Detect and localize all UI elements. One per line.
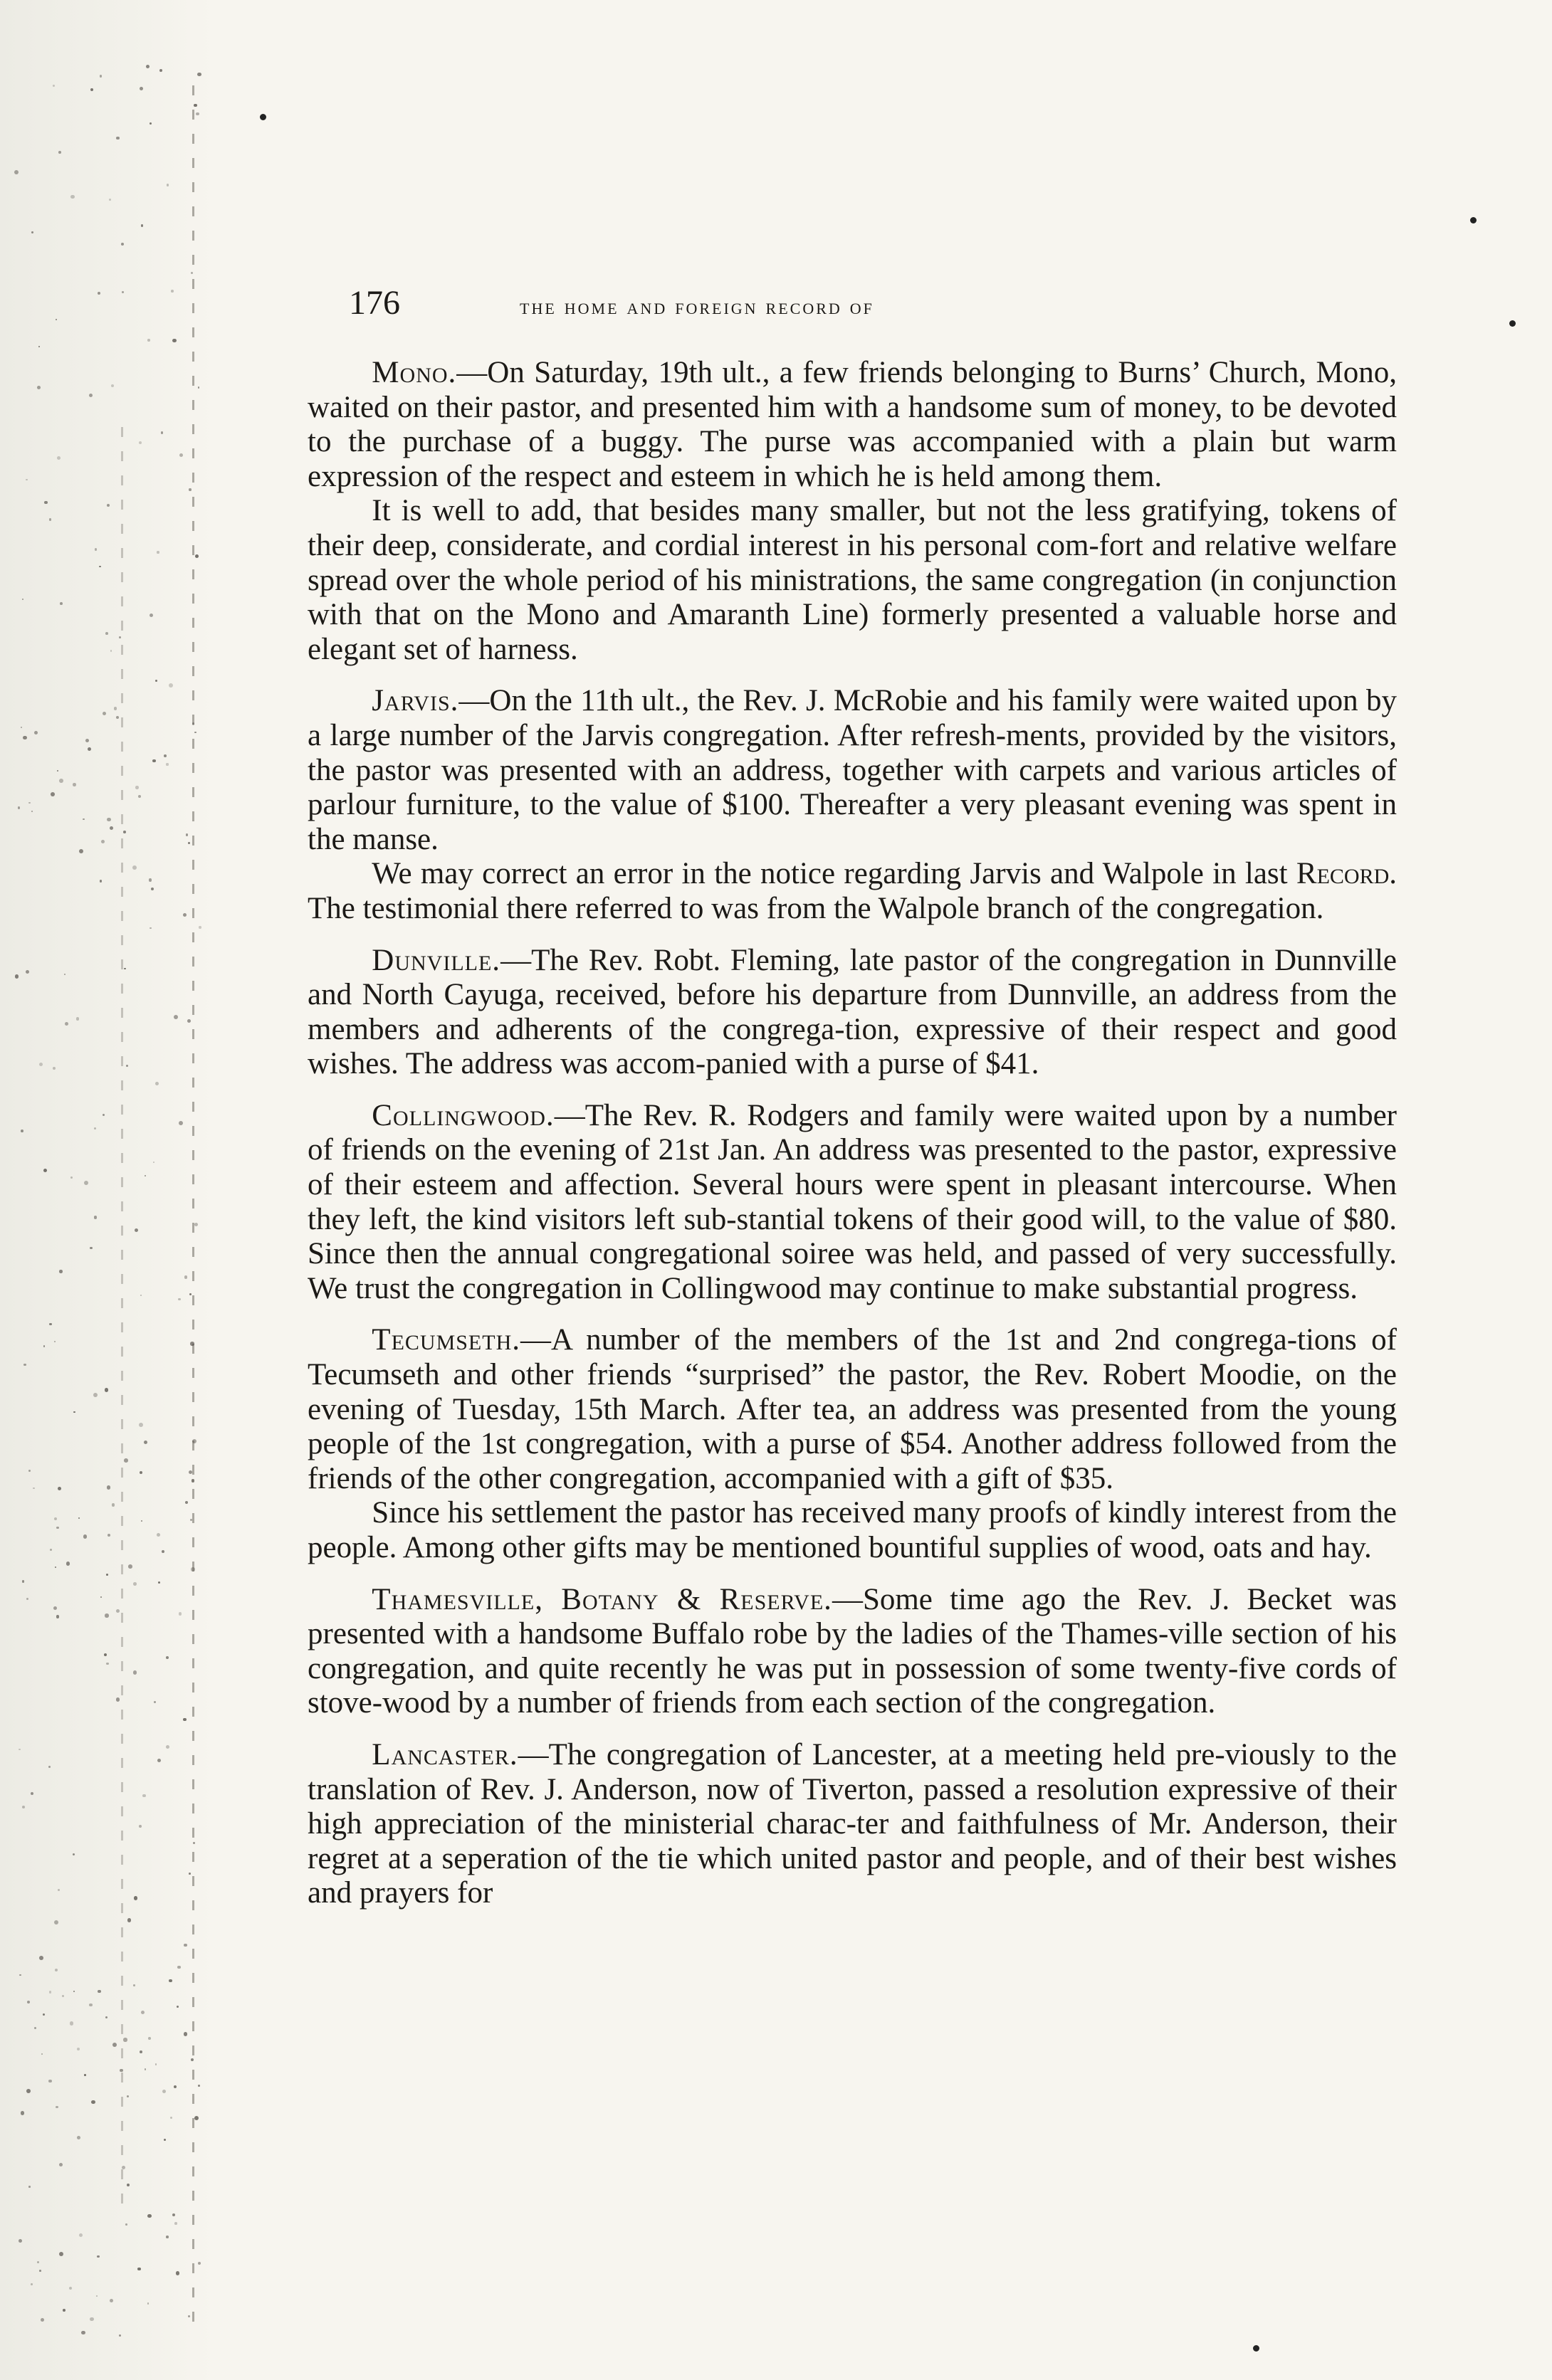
running-head-title: the home and foreign record of [520,293,874,319]
speckle [153,1162,154,1163]
paragraph-mono [308,356,1397,494]
speckle [179,1612,182,1616]
section-lead-thamesville: Thamesville, Botany & Reserve. [372,1582,832,1616]
paragraph-tecumseth [308,1323,1397,1496]
speckle [19,1974,21,1976]
speckle [58,1889,60,1891]
speckle [177,2006,179,2008]
speckle [194,2116,199,2120]
speckle [23,736,27,740]
speckle [164,754,167,757]
speckle [28,2186,30,2187]
speckle [192,1479,195,1483]
speckle [53,85,54,86]
running-head [349,283,1168,326]
speckle [94,1216,97,1218]
speckle [116,716,119,719]
speckle [100,1596,102,1598]
speckle [37,2261,39,2263]
speckle [166,2236,169,2238]
speckle [112,1503,115,1507]
speckle [73,1853,75,1855]
speckle [186,833,189,836]
section-lead-lancaster: Lancaster. [372,1737,518,1771]
paragraph-dunville [308,944,1397,1082]
speckle [137,2268,140,2270]
speckle [90,2317,94,2322]
speckle [120,2069,122,2072]
speckle [196,112,199,115]
paragraph-text: Since his settlement the pastor has received many proofs of kindly interest from the people. Among other gifts may be mentioned bountiful supplies of wood, oats and hay. [308,1496,1397,1564]
speckle [183,913,187,917]
speckle [152,759,155,762]
speckle [39,2270,41,2272]
speckle [157,551,159,553]
speckle [81,2331,85,2335]
speckle [191,1567,194,1571]
paragraph-text: It is well to add, that besides many smaller, but not the less gratifying, tokens of their deep, considerate, and cordial interest in his personal com-fort and relative welfare spread over the whole period of his ministrations, the same congregation (in conjunction with that on the Mono and Amaranth Line) formerly presented a valuable horse and elegant set of harness. [308,494,1397,666]
speckle [166,1745,169,1749]
speckle [76,1017,79,1020]
article-body [308,356,1397,1911]
speckle [56,2106,58,2108]
paragraph-jarvis [308,684,1397,857]
speckle [84,2074,86,2076]
record-reference: Record [1296,857,1390,891]
section-lead-mono: Mono. [372,356,457,389]
speckle [192,722,194,725]
speckle [124,1458,128,1463]
paragraph-text: —The Rev. R. Rodgers and family were waited upon by a number of friends on the evening of 21st Jan. An address was presented to the pastor, expressive of their esteem and affection. Several hours were spent in pleasant intercourse. When they left, the kind visitors left sub-stantial tokens of their good will, to the value of $80. Since then the annual congregational soiree was held, and passed of very successfully. We trust the congregation in Collingwood may continue to make substantial progress. [308,1098,1397,1305]
paragraph-text: —Some time ago the Rev. J. Becket was presented with a handsome Buffalo robe by the ladies of the Thames-ville section of his congregation, and quite recently he was put in possession of some twenty-five cords of stove-wood by a number of friends from each section of the congregation. [308,1582,1397,1720]
speckle [198,386,199,388]
speckle [110,826,113,830]
ink-spot [1253,2345,1259,2352]
speckle [157,1759,161,1762]
speckle [194,104,197,107]
speckle [135,1228,138,1232]
speckle [14,170,19,174]
speckle [73,1991,75,1992]
speckle [95,548,98,551]
speckle [116,137,120,140]
speckle [97,2255,99,2258]
speckle [77,2136,80,2139]
speckle [190,1342,194,1345]
speckle [105,2016,108,2018]
speckle [123,831,126,833]
section-lead-tecumseth: Tecumseth. [372,1323,520,1357]
speckle [73,783,76,786]
speckle [119,636,121,638]
speckle [44,501,47,504]
speckle [139,1825,142,1828]
paragraph-collingwood [308,1099,1397,1307]
speckle [127,1918,131,1922]
speckle [59,2252,63,2256]
speckle [96,2295,98,2297]
paragraph-thamesville [308,1583,1397,1721]
paragraph-text: —A number of the members of the 1st and 2nd congrega-tions of Tecumseth and other friends “surprised” the pastor, the Rev. Robert Moodie, on the evening of Tuesday, 15th March. After tea, an address was presented from the young people of the 1st congregation, with a purse of $54. Another address followed from the friends of the other congregation, accompanied with a gift of $35. [308,1323,1397,1495]
ink-spot [1509,320,1516,327]
speckle [195,554,199,558]
speckle [158,1581,160,1584]
speckle [31,231,33,233]
speckle [66,1562,70,1566]
speckle [149,878,152,881]
speckle [33,1488,35,1490]
speckle [134,1896,138,1900]
speckle [176,2271,180,2275]
paragraph-lancaster [308,1738,1397,1911]
speckle [101,840,105,843]
speckle [199,926,201,928]
paragraph-jarvis-correction [308,857,1397,926]
paragraph-text: —On the 11th ult., the Rev. J. McRobie and his family were waited upon by a large number of the Jarvis congregation. After refresh-ments, provided by the visitors, the pastor was presented with an address, together with carpets and various articles of parlour furniture, to the value of $100. Thereafter a very pleasant evening was spent in the manse. [308,684,1397,856]
speckle [31,2283,33,2285]
speckle [147,2302,149,2304]
paragraph-text: We may correct an error in the notice regarding Jarvis and Walpole in last [372,857,1296,891]
speckle [133,1984,135,1986]
paragraph-text: —The congregation of Lancester, at a meeting held pre-viously to the translation of Rev. J. Anderson, now of Tiverton, passed a resolution expressive of their high appreciation of the ministerial charac-ter and faithfulness of Mr. Anderson, their regret at a seperation of the tie which united pastor and people, and of their best wishes and prayers for [308,1737,1397,1910]
speckle [106,1663,109,1665]
speckle [116,1697,120,1702]
speckle [70,2021,73,2025]
ink-spot [1470,217,1477,223]
speckle [123,2038,127,2041]
speckle [171,290,174,293]
speckle [128,1564,132,1569]
speckle [161,431,163,433]
speckle [133,1582,137,1586]
speckle [140,2050,142,2053]
speckle [58,1487,61,1490]
speckle [79,849,83,853]
speckle [179,1121,183,1125]
speckle [148,2037,151,2040]
speckle [139,1423,143,1427]
speckle [151,888,154,890]
speckle [57,456,61,460]
speckle [60,602,63,605]
speckle [189,1470,192,1474]
speckle [89,394,93,397]
speckle [147,339,150,341]
speckle [34,731,38,734]
speckle [23,1364,26,1366]
paragraph-text: —The Rev. Robt. Fleming, late pastor of the congregation in Dunnville and North Cayuga, received, before his departure from Dunnville, an address from the members and adherents of the congrega-tion, expressive of their respect and good wishes. The address was accom-panied with a purse of $41. [308,943,1397,1081]
speckle [189,488,191,490]
speckle [63,2309,65,2312]
speckle [125,2223,127,2226]
speckle [105,632,108,635]
speckle [144,1441,147,1444]
speckle [59,1270,62,1273]
speckle [21,727,22,728]
speckle [111,384,114,387]
speckle [157,1533,160,1537]
speckle [172,2213,175,2216]
page-number: 176 [349,284,400,322]
speckle [177,1966,180,1969]
speckle [170,2117,173,2120]
speckle [65,1022,68,1026]
speckle [150,122,152,125]
binding-mark [192,85,194,2327]
speckle [93,1393,98,1397]
speckle [166,763,168,765]
speckle [21,1130,23,1132]
speckle [169,1979,172,1982]
binding-mark [121,427,123,2206]
paragraph-mono-continued [308,494,1397,667]
speckle [39,1956,43,1960]
speckle [112,2043,117,2047]
speckle [110,2299,113,2302]
speckle [21,2111,24,2115]
ink-spot [260,114,266,120]
speckle [184,1275,187,1278]
speckle [191,272,193,274]
speckle [19,1749,20,1750]
speckle [135,786,138,789]
speckle [122,291,124,293]
speckle [49,1323,51,1325]
speckle [109,199,111,201]
section-lead-collingwood: Collingwood. [372,1098,555,1132]
speckle [83,1534,88,1539]
paragraph-text: —On Saturday, 19th ult., a few friends belonging to Burns’ Church, Mono, waited on their pastor, and presented him with a handsome sum of money, to be devoted to the purchase of a buggy. The purse was accompanied with a plain but warm expression of the respect and esteem in which he is held among them. [308,356,1397,493]
speckle [39,1063,43,1066]
speckle [184,2032,188,2036]
speckle [138,795,141,798]
speckle [155,1082,159,1085]
speckle [56,1615,60,1618]
speckle [188,2315,190,2317]
speckle [18,806,20,809]
speckle [53,1067,56,1070]
speckle [145,1175,146,1176]
speckle [172,339,177,343]
speckle [105,1613,108,1617]
speckle [198,2085,200,2087]
speckle [107,818,110,821]
speckle [53,1606,57,1610]
speckle [69,2287,72,2290]
section-lead-dunville: Dunville. [372,943,501,977]
speckle [116,1609,120,1613]
section-lead-jarvis: Jarvis. [372,684,459,718]
speckle [155,680,157,682]
paragraph-tecumseth-continued [308,1496,1397,1565]
speckle [73,1411,75,1413]
speckle [174,2222,177,2225]
speckle [41,2053,43,2055]
page-margin-shadow [0,0,214,2380]
speckle [114,707,117,710]
speckle [164,2139,166,2141]
speckle [56,1527,59,1529]
speckle [105,1388,108,1391]
speckle [26,2089,31,2093]
paragraph-text: . The testimonial there referred to was from the Walpole branch of the congregation. [308,857,1397,925]
speckle [54,1920,58,1924]
speckle [141,1520,142,1522]
